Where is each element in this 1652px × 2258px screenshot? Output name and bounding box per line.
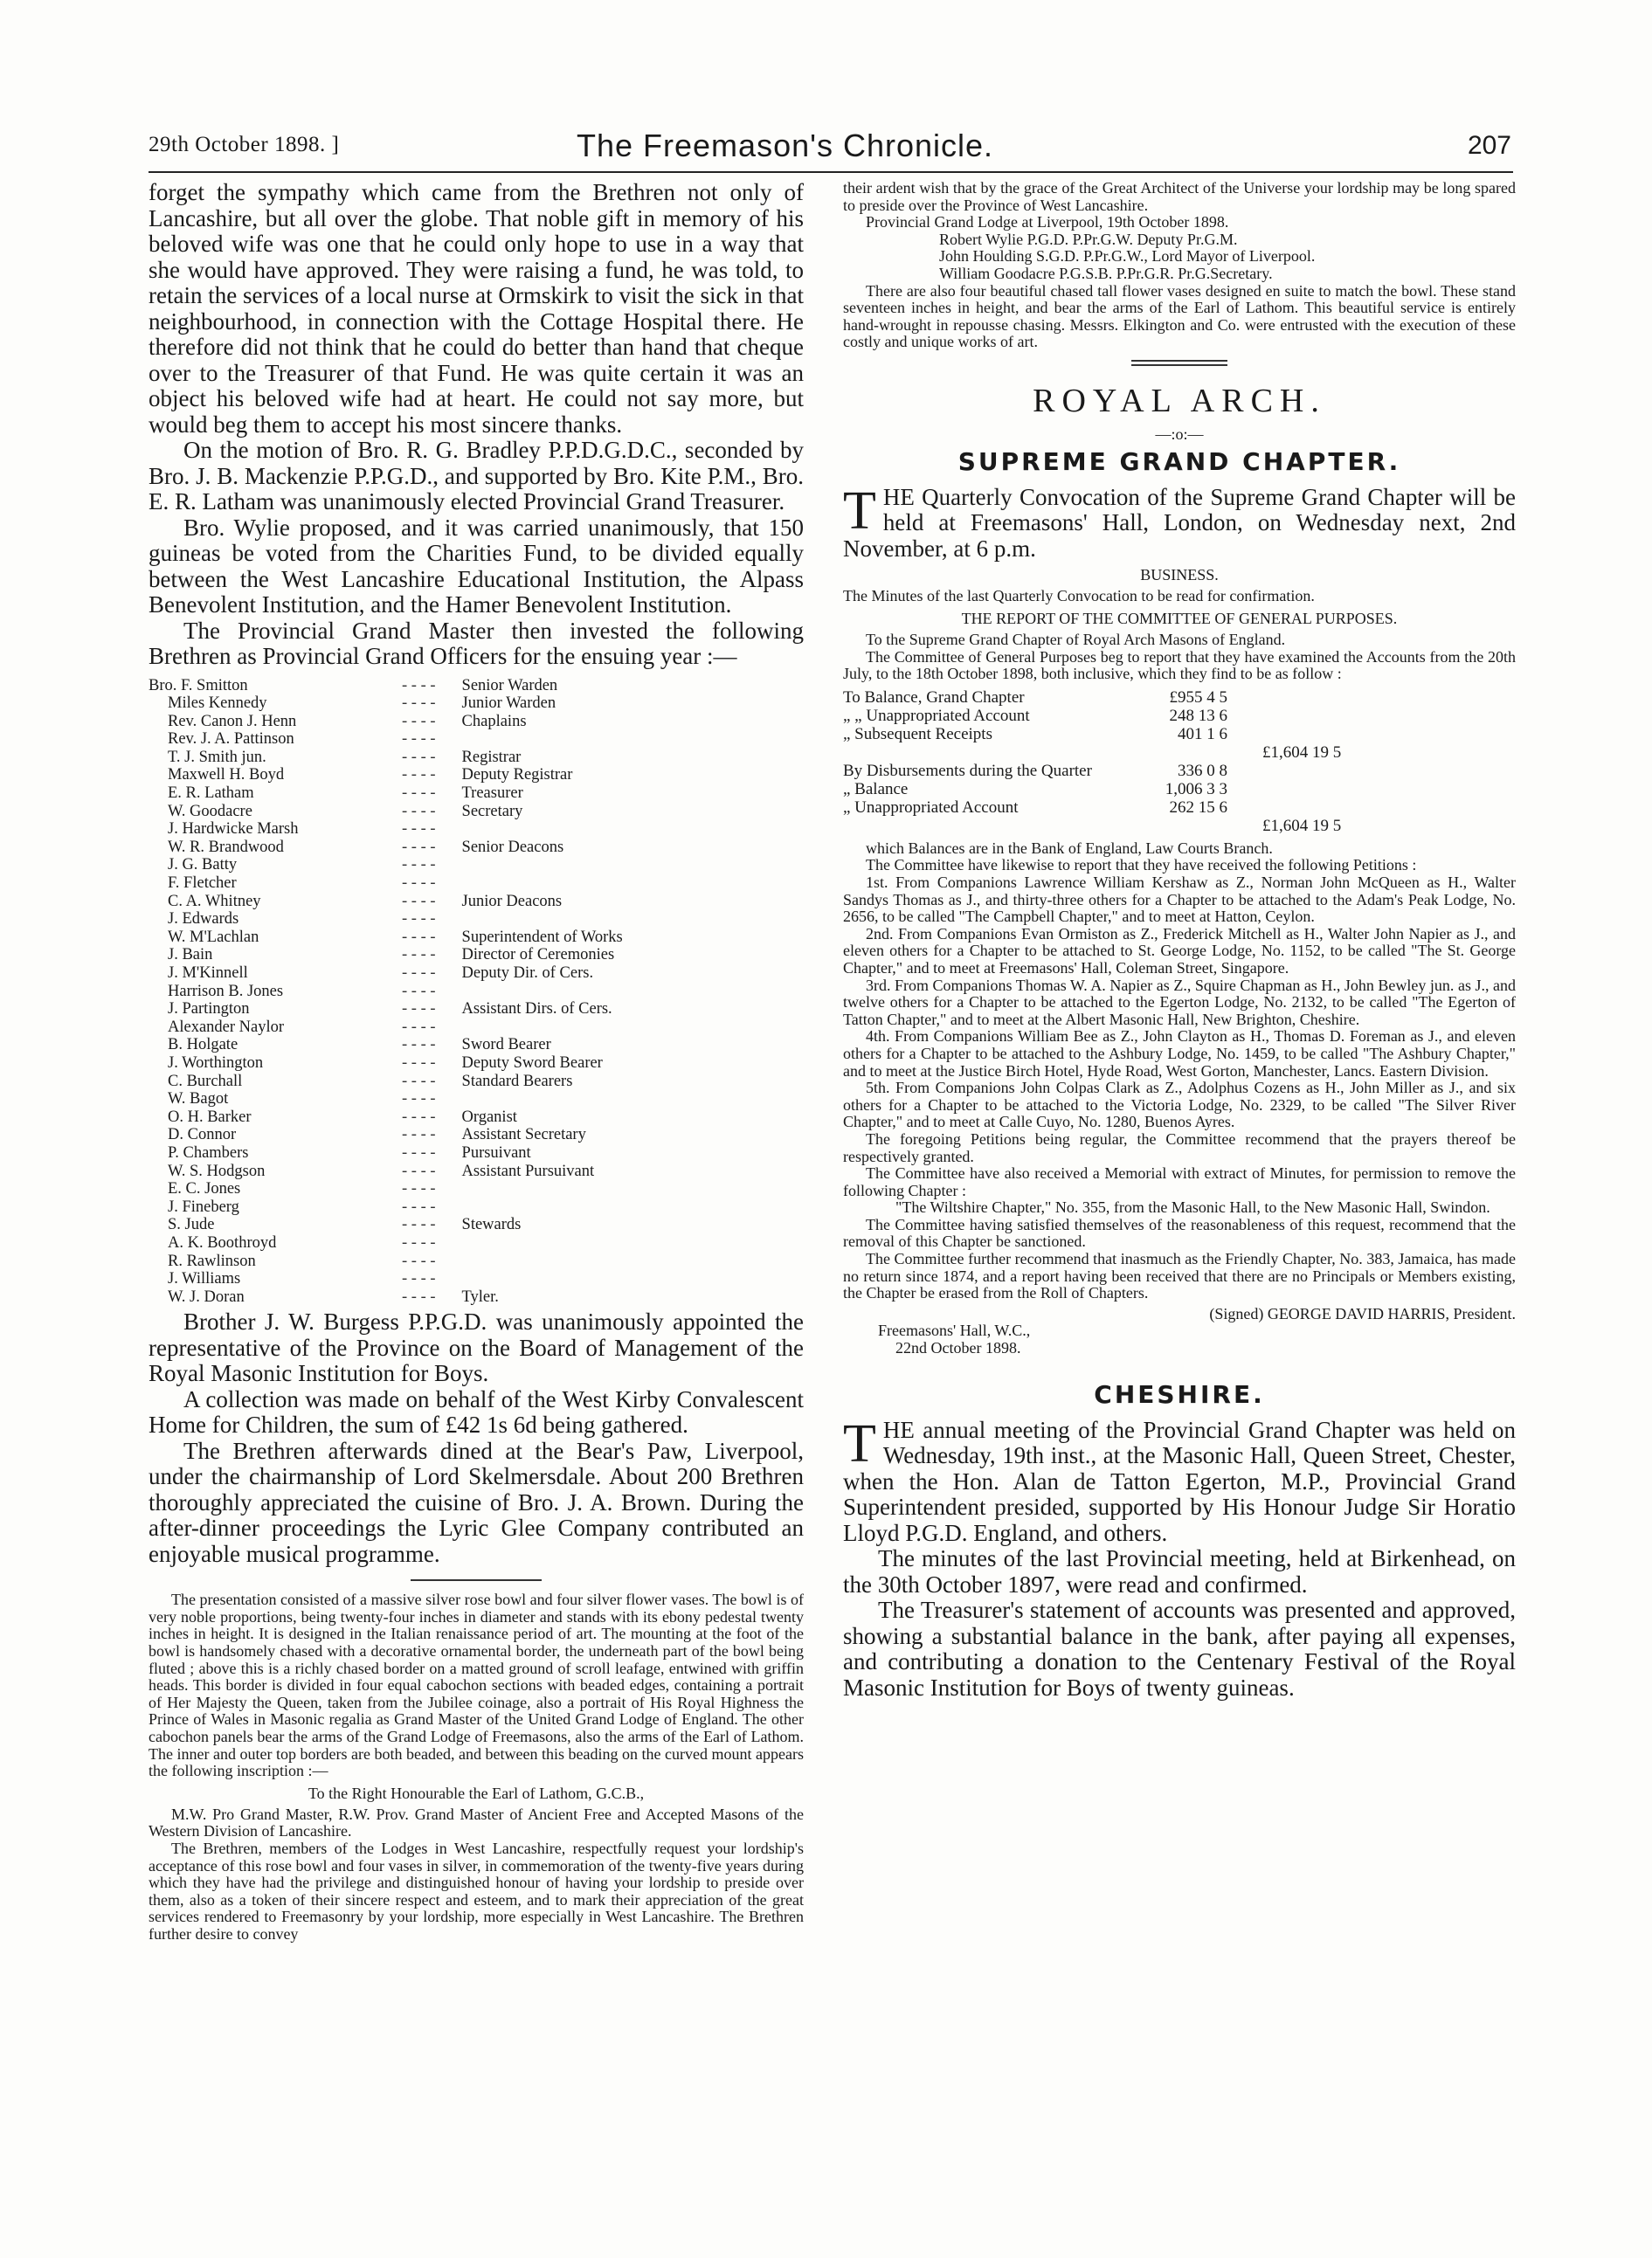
leader-dots: - - - -	[402, 838, 436, 856]
officer-name: W. Bagot	[168, 1090, 229, 1108]
officer-row	[149, 929, 804, 947]
officer-row	[149, 713, 804, 731]
account-amount: £955 4 5	[1169, 687, 1227, 707]
officer-office: Assistant Secretary	[461, 1126, 586, 1144]
left-column	[149, 180, 804, 1944]
account-label: „ Subsequent Receipts	[843, 724, 992, 743]
paragraph: which Balances are in the Bank of England, Law Courts Branch.	[866, 839, 1273, 857]
leader-dots: - - - -	[402, 1180, 436, 1198]
officer-row	[149, 820, 804, 839]
account-row	[843, 725, 1516, 743]
officer-name: S. Jude	[168, 1216, 215, 1234]
signature: (Signed) GEORGE DAVID HARRIS, President.	[1209, 1304, 1516, 1322]
leader-dots: - - - -	[402, 1126, 436, 1144]
officer-office: Deputy Registrar	[461, 766, 573, 784]
paragraph: The Minutes of the last Quarterly Convocation to be read for confirmation.	[843, 587, 1315, 605]
officer-row	[149, 1234, 804, 1253]
leader-dots: - - - -	[402, 1018, 436, 1036]
officer-name: W. M'Lachlan	[168, 928, 259, 946]
leader-dots: - - - -	[402, 730, 436, 749]
leader-dots: - - - -	[402, 982, 436, 1000]
officer-office: Chaplains	[461, 712, 527, 730]
paragraph: THE annual meeting of the Provincial Grand Chapter was held on Wednesday, 19th inst., at the Masonic Hall, Queen Street, Chester, when the Hon. Alan de Tatton Egerton, M.P., Provincial Grand Superintendent presided, supported by His Honour Judge Sir Horatio Lloyd P.G.D. England, and others.	[843, 1413, 1516, 1546]
leader-dots: - - - -	[402, 928, 436, 946]
officer-row	[149, 1019, 804, 1037]
paragraph: A collection was made on behalf of the West Kirby Convalescent Home for Children, the sum of £42 1s 6d being gathered.	[149, 1385, 804, 1439]
leader-dots: - - - -	[402, 820, 436, 839]
publication-title: The Freemason's Chronicle.	[577, 128, 994, 163]
paragraph: "The Wiltshire Chapter," No. 355, from the Masonic Hall, to the New Masonic Hall, Swindon.	[895, 1198, 1490, 1217]
header-rule	[149, 171, 1513, 173]
paragraph: Bro. Wylie proposed, and it was carried unanimously, that 150 guineas be voted from the Charities Fund, to be divided equally between the West Lancashire Educational Institution, the Alpass Benevolent Institution, and the Hamer Benevolent Institution.	[149, 514, 804, 618]
account-label	[843, 743, 1227, 762]
officer-office: Secretary	[461, 802, 523, 820]
ornament-separator: —:o:—	[1155, 425, 1204, 443]
officer-row	[149, 1270, 804, 1288]
officer-name: J. M'Kinnell	[168, 964, 248, 982]
account-total	[1227, 688, 1262, 707]
leader-dots: - - - -	[402, 910, 436, 929]
account-label: „ Unappropriated Account	[843, 798, 1019, 817]
officer-office: Organist	[461, 1108, 517, 1126]
officer-row	[149, 946, 804, 964]
account-total	[1227, 762, 1262, 780]
leader-dots: - - - -	[402, 1036, 436, 1054]
officer-row	[149, 749, 804, 767]
officer-row	[149, 1180, 804, 1198]
officer-name: J. Partington	[168, 1000, 250, 1019]
inscription-date: Provincial Grand Lodge at Liverpool, 19th October 1898.	[866, 213, 1229, 231]
account-amount: 401 1 6	[1178, 724, 1227, 743]
officer-name: Maxwell H. Boyd	[168, 766, 285, 784]
officer-row	[149, 1054, 804, 1073]
account-row	[843, 707, 1516, 725]
paragraph: On the motion of Bro. R. G. Bradley P.P.D.G.D.C., seconded by Bro. J. B. Mackenzie P.P.G.D., and supported by Bro. Kite P.M., Bro. E. R. Latham was unanimously elected Provincial Grand Treasurer.	[149, 437, 804, 514]
leader-dots: - - - -	[402, 1000, 436, 1019]
paragraph: The Committee having satisfied themselves of the reasonableness of this request, recommend that the removal of this Chapter be sanctioned.	[843, 1215, 1516, 1251]
account-row	[843, 762, 1516, 780]
officer-row	[149, 1288, 804, 1307]
account-row	[843, 780, 1516, 798]
account-label: By Disbursements during the Quarter	[843, 761, 1092, 780]
officer-row	[149, 1126, 804, 1144]
subsection-heading-supreme-grand-chapter: SUPREME GRAND CHAPTER.	[957, 446, 1401, 476]
petition: 2nd. From Companions Evan Ormiston as Z., Frederick Mitchell as H., Walter John Napier as J., and eleven others for a Chapter to be attached to St. George Lodge, No. 1152, to be called "The St. George Chapter," and to meet at Freemasons' Hall, Coleman Street, Singapore.	[843, 924, 1516, 977]
officer-office: Senior Deacons	[461, 838, 564, 856]
officer-row	[149, 730, 804, 749]
account-total	[1227, 707, 1262, 725]
account-total	[1227, 780, 1262, 798]
account-amount: 262 15 6	[1169, 798, 1227, 817]
officer-office: Stewards	[461, 1216, 522, 1234]
officer-name: C. Burchall	[168, 1072, 243, 1090]
issue-date: 29th October 1898. ]	[149, 133, 340, 156]
officer-list	[149, 677, 804, 1307]
account-amount: 1,006 3 3	[1165, 779, 1227, 798]
account-label	[843, 817, 1227, 835]
leader-dots: - - - -	[402, 1270, 436, 1288]
paragraph: THE Quarterly Convocation of the Supreme Grand Chapter will be held at Freemasons' Hall, London, on Wednesday next, 2nd November, at 6 p.m.	[843, 480, 1516, 562]
officer-name: Bro. F. Smitton	[149, 676, 248, 694]
officer-name: O. H. Barker	[168, 1108, 252, 1126]
paragraph: The Brethren afterwards dined at the Bear's Paw, Liverpool, under the chairmanship of Lord Skelmersdale. About 200 Brethren thoroughly appreciated the cuisine of Bro. J. A. Brown. During the after-dinner proceedings the Lyric Glee Company contributed an enjoyable musical programme.	[149, 1437, 804, 1567]
officer-name: B. Holgate	[168, 1036, 238, 1054]
paragraph: The foregoing Petitions being regular, the Committee recommend that the prayers thereof be respectively granted.	[843, 1129, 1516, 1165]
officer-row	[149, 856, 804, 874]
officer-row	[149, 1144, 804, 1163]
officer-office: Assistant Dirs. of Cers.	[461, 1000, 612, 1019]
leader-dots: - - - -	[402, 1108, 436, 1126]
officer-name: J. Edwards	[168, 910, 239, 929]
leader-dots: - - - -	[402, 784, 436, 803]
officer-name: Rev. J. A. Pattinson	[168, 730, 294, 749]
account-amount: 336 0 8	[1178, 761, 1227, 780]
officer-name: W. R. Brandwood	[168, 838, 284, 856]
inscription-title: M.W. Pro Grand Master, R.W. Prov. Grand Master of Ancient Free and Accepted Masons of the Western Division of Lancashire.	[149, 1805, 804, 1840]
inscription-continued: their ardent wish that by the grace of the Great Architect of the Universe your lordship may be long spared to preside over the Province of West Lancashire.	[843, 179, 1516, 214]
account-label: To Balance, Grand Chapter	[843, 687, 1025, 707]
account-label: „ Balance	[843, 779, 909, 798]
officer-name: W. Goodacre	[168, 802, 252, 820]
officer-office: Junior Warden	[461, 694, 556, 713]
officer-office: Standard Bearers	[461, 1072, 573, 1090]
officer-name: J. G. Batty	[168, 856, 238, 874]
leader-dots: - - - -	[402, 1090, 436, 1108]
page-header	[149, 128, 1511, 166]
officer-row	[149, 803, 804, 821]
right-column	[843, 180, 1516, 1701]
drop-cap: T	[843, 1413, 876, 1474]
officer-office: Senior Warden	[461, 676, 558, 694]
officer-name: Miles Kennedy	[168, 694, 267, 713]
leader-dots: - - - -	[402, 946, 436, 964]
officer-row	[149, 839, 804, 857]
officer-row	[149, 983, 804, 1001]
double-divider	[1131, 360, 1227, 366]
paragraph: To the Supreme Grand Chapter of Royal Arch Masons of England.	[866, 631, 1286, 649]
account-label: „ „ Unappropriated Account	[843, 706, 1030, 725]
paragraph: The Committee of General Purposes beg to report that they have examined the Accounts from the 20th July, to the 18th October 1898, both inclusive, which they find to be as follow :	[843, 647, 1516, 683]
officer-office: Treasurer	[461, 784, 523, 803]
officer-name: E. C. Jones	[168, 1180, 241, 1198]
officer-row	[149, 694, 804, 713]
section-heading-cheshire: CHESHIRE.	[1094, 1379, 1265, 1409]
section-heading-royal-arch: ROYAL ARCH.	[1033, 382, 1326, 419]
leader-dots: - - - -	[402, 1288, 436, 1306]
drop-cap: T	[843, 480, 876, 541]
officer-name: Rev. Canon J. Henn	[168, 712, 297, 730]
signatory: John Houlding S.G.D. P.Pr.G.W., Lord Mayor of Liverpool.	[939, 247, 1316, 266]
account-total	[1227, 725, 1262, 743]
account-total	[1227, 798, 1262, 817]
leader-dots: - - - -	[402, 1198, 436, 1216]
leader-dots: - - - -	[402, 892, 436, 910]
officer-office: Superintendent of Works	[461, 928, 623, 946]
leader-dots: - - - -	[402, 1216, 436, 1234]
leader-dots: - - - -	[402, 712, 436, 730]
paragraph: The Committee have also received a Memorial with extract of Minutes, for permission to remove the following Chapter :	[843, 1164, 1516, 1199]
account-row	[843, 817, 1516, 835]
leader-dots: - - - -	[402, 802, 436, 820]
leader-dots: - - - -	[402, 874, 436, 893]
officer-name: E. R. Latham	[168, 784, 254, 803]
officer-name: J. Bain	[168, 946, 213, 964]
officer-office: Junior Deacons	[461, 892, 563, 910]
officer-name: W. J. Doran	[168, 1288, 245, 1306]
leader-dots: - - - -	[402, 694, 436, 713]
petition: 3rd. From Companions Thomas W. A. Napier as Z., Squire Chapman as H., John Bewley jun. as J., and twelve others for a Chapter to be attached to the Egerton Lodge, No. 2132, to be called "The Egerton of Tatton Chapter," and to meet at the Albert Masonic Hall, New Brighton, Cheshire.	[843, 976, 1516, 1028]
inscription-body: The Brethren, members of the Lodges in West Lancashire, respectfully request your lordship's acceptance of this rose bowl and four vases in silver, in commemoration of the twenty-five years during which they have had the privilege and distinguished honour of having your lordship to preside over them, also as a token of their sincere respect and esteem, and to mark their appreciation of the great services rendered to Freemasonry by your lordship, more especially in West Lancashire. The Brethren further desire to convey	[149, 1840, 804, 1943]
officer-office: Assistant Pursuivant	[461, 1162, 595, 1180]
leader-dots: - - - -	[402, 676, 436, 694]
officer-row	[149, 964, 804, 983]
leader-dots: - - - -	[402, 1053, 436, 1072]
officer-row	[149, 1108, 804, 1127]
officer-row	[149, 1000, 804, 1019]
signatory: Robert Wylie P.G.D. P.Pr.G.W. Deputy Pr.G.M.	[939, 230, 1238, 248]
officer-name: T. J. Smith jun.	[168, 748, 266, 766]
dateline: Freemasons' Hall, W.C.,	[878, 1322, 1031, 1340]
officer-name: J. Worthington	[168, 1053, 264, 1072]
officer-name: J. Williams	[168, 1270, 241, 1288]
leader-dots: - - - -	[402, 1072, 436, 1090]
footnote: The presentation consisted of a massive silver rose bowl and four silver flower vases. The bowl is of very noble proportions, being twenty-four inches in diameter and stands with its ebony pedestal twenty inches in height. It is designed in the Italian renaissance period of art. The mounting at the foot of the bowl is handsomely chased with a decorative ornamental border, the underneath part of the bowl being fluted ; above this is a richly chased border on a matted ground of scroll leafage, entwined with griffin heads. This border is divided in four equal cabochon sections with beaded edges, containing a portrait of Her Majesty the Queen, taken from the Jubilee coinage, also a portrait of His Royal Highness the Prince of Wales in Masonic regalia as Grand Master of the United Grand Lodge of England. The other cabochon panels bear the arms of the Grand Lodge of Freemasons, also the arms of the Earl of Lathom. The inner and outer top borders are both beaded, and between this beading on the curved mount appears the following inscription :—	[149, 1591, 804, 1780]
paragraph: Brother J. W. Burgess P.P.G.D. was unanimously appointed the representative of the Province on the Board of Management of the Royal Masonic Institution for Boys.	[149, 1309, 804, 1387]
officer-office: Director of Ceremonies	[461, 946, 615, 964]
report-heading: THE REPORT OF THE COMMITTEE OF GENERAL PURPOSES.	[961, 610, 1398, 628]
officer-row	[149, 766, 804, 784]
officer-office: Deputy Dir. of Cers.	[461, 964, 594, 982]
officer-row	[149, 1163, 804, 1181]
account-row	[843, 743, 1516, 762]
paragraph: The Committee have likewise to report that they have received the following Petitions :	[866, 856, 1417, 874]
leader-dots: - - - -	[402, 1162, 436, 1180]
paragraph: The Provincial Grand Master then invested the following Brethren as Provincial Grand Officers for the ensuing year :—	[149, 617, 804, 669]
divider	[411, 1579, 542, 1581]
leader-dots: - - - -	[402, 748, 436, 766]
officer-name: A. K. Boothroyd	[168, 1233, 277, 1252]
petition: 5th. From Companions John Colpas Clark as Z., Adolphus Cozens as H., John Miller as J., and six others for a Chapter to be attached to the Victoria Lodge, No. 2329, to be called "The Silver River Chapter," and to meet at Calle Cuyo, No. 1280, Buenos Ayres.	[843, 1079, 1516, 1131]
officer-row	[149, 1198, 804, 1217]
account-row	[843, 798, 1516, 817]
leader-dots: - - - -	[402, 1252, 436, 1270]
dateline: 22nd October 1898.	[895, 1339, 1021, 1357]
officer-office: Pursuivant	[461, 1143, 531, 1162]
officer-name: J. Hardwicke Marsh	[168, 820, 299, 839]
paragraph: The minutes of the last Provincial meeting, held at Birkenhead, on the 30th October 1897, were read and confirmed.	[843, 1545, 1516, 1598]
officer-office: Sword Bearer	[461, 1036, 551, 1054]
accounts-table	[843, 688, 1516, 835]
paragraph: forget the sympathy which came from the Brethren not only of Lancashire, but all over the globe. That noble gift in memory of his beloved wife was one that he could only hope to use in a way that she would have approved. They were raising a fund, he was told, to retain the services of a local nurse at Ormskirk to visit the sick in that neighbourhood, in connection with the Cottage Hospital there. He therefore did not think that he could do better than hand that cheque over to the Treasurer of that Fund. He was quite certain it was an object his beloved wife had at heart. He could not say more, but would beg them to accept his most sincere thanks.	[149, 179, 804, 438]
officer-row	[149, 874, 804, 893]
paragraph: The Committee further recommend that inasmuch as the Friendly Chapter, No. 383, Jamaica, has made no return since 1874, and a report having been received that there are no Principals or Members existing, the Chapter be erased from the Roll of Chapters.	[843, 1250, 1516, 1302]
officer-name: J. Fineberg	[168, 1198, 239, 1216]
officer-name: D. Connor	[168, 1126, 237, 1144]
officer-name: Harrison B. Jones	[168, 982, 284, 1000]
officer-row	[149, 1090, 804, 1108]
account-amount: 248 13 6	[1169, 706, 1227, 725]
officer-office: Registrar	[461, 748, 522, 766]
officer-name: P. Chambers	[168, 1143, 249, 1162]
officer-name: F. Fletcher	[168, 874, 237, 893]
officer-name: C. A. Whitney	[168, 892, 261, 910]
petition: 1st. From Companions Lawrence William Kershaw as Z., Norman John McQueen as H., Walter Sandys Thomas as J., and thirty-three others for a Chapter to be attached to the Adam's Peak Lodge, No. 2656, to be called "The Campbell Chapter," and to meet at Hatton, Ceylon.	[843, 874, 1516, 926]
officer-row	[149, 1216, 804, 1234]
leader-dots: - - - -	[402, 766, 436, 784]
officer-row	[149, 893, 804, 911]
officer-name: R. Rawlinson	[168, 1252, 256, 1270]
officer-row	[149, 910, 804, 929]
officer-row	[149, 1073, 804, 1091]
account-total: £1,604 19 5	[1262, 742, 1342, 762]
officer-row	[149, 677, 804, 695]
officer-row	[149, 1253, 804, 1271]
officer-name: W. S. Hodgson	[168, 1162, 266, 1180]
page-number: 207	[1467, 131, 1511, 160]
account-row	[843, 688, 1516, 707]
leader-dots: - - - -	[402, 856, 436, 874]
business-label: BUSINESS.	[1140, 566, 1219, 584]
petition: 4th. From Companions William Bee as Z., John Clayton as H., Thomas D. Foreman as J., and eleven others for a Chapter to be attached to the Ashbury Lodge, No. 1459, to be called "The Ashbury Chapter," and to meet at the Justice Birch Hotel, Hyde Road, West Gorton, Manchester, Lancs. Eastern Division.	[843, 1027, 1516, 1080]
officer-name: Alexander Naylor	[168, 1018, 285, 1036]
officer-office: Tyler.	[461, 1288, 499, 1306]
account-total: £1,604 19 5	[1262, 816, 1342, 835]
officer-row	[149, 784, 804, 803]
paragraph: The Treasurer's statement of accounts was presented and approved, showing a substantial balance in the bank, after paying all expenses, and contributing a donation to the Centenary Festival of the Royal Masonic Institution for Boys of twenty guineas.	[843, 1597, 1516, 1701]
vases-note: There are also four beautiful chased tall flower vases designed en suite to match the bowl. These stand seventeen inches in height, and bear the arms of the Earl of Lathom. This beautiful service is entirely hand-wrought in repousse chasing. Messrs. Elkington and Co. were entrusted with the execution of these costly and unique works of art.	[843, 281, 1516, 351]
officer-row	[149, 1036, 804, 1054]
leader-dots: - - - -	[402, 1143, 436, 1162]
inscription-address: To the Right Honourable the Earl of Lathom, G.C.B.,	[308, 1784, 645, 1802]
officer-office: Deputy Sword Bearer	[461, 1053, 603, 1072]
signatory: William Goodacre P.G.S.B. P.Pr.G.R. Pr.G.Secretary.	[939, 264, 1273, 282]
leader-dots: - - - -	[402, 964, 436, 982]
leader-dots: - - - -	[402, 1233, 436, 1252]
